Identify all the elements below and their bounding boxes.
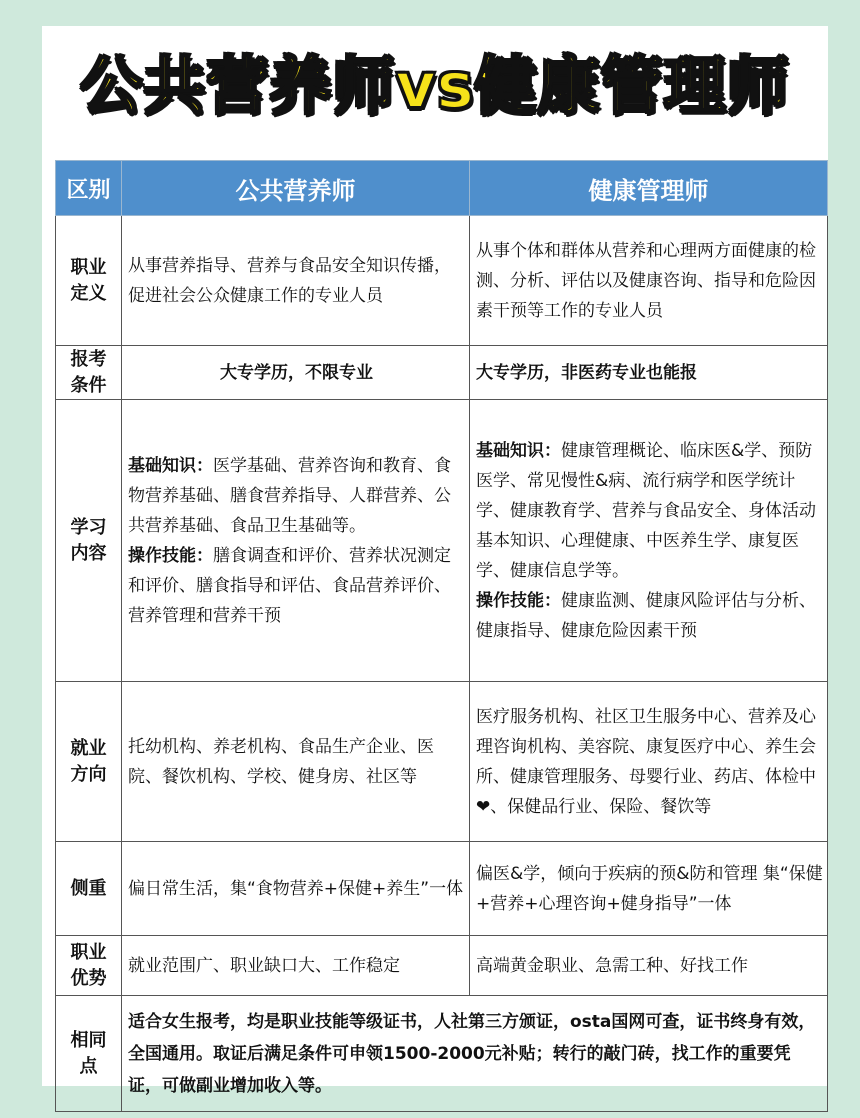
label-line: 职业 (70, 256, 107, 278)
row-focus (56, 842, 828, 936)
advantage-health-manager: 高端黄金职业、急需工种、好找工作 (470, 936, 828, 996)
label-line: 相同 (70, 1029, 107, 1051)
row-label-definition (56, 216, 122, 346)
focus-nutritionist: 偏日常生活，集“食物营养+保健+养生”一体 (122, 842, 470, 936)
requirements-health-manager: 大专学历，非医药专业也能报 (470, 346, 828, 400)
skill-label: 操作技能： (476, 590, 561, 611)
advantage-nutritionist: 就业范围广、职业缺口大、工作稳定 (122, 936, 470, 996)
label-line: 就业 (70, 737, 107, 759)
employment-health-manager: 医疗服务机构、社区卫生服务中心、营养及心理咨询机构、美容院、康复医疗中心、养生会所、健康管理服务、母婴行业、药店、体检中❤、保健品行业、保险、餐饮等 (470, 682, 828, 842)
header-diff: 区别 (56, 161, 122, 216)
row-label-advantage (56, 936, 122, 996)
row-label-common (56, 996, 122, 1112)
label-line: 职业 (70, 941, 107, 963)
label-line: 定义 (70, 282, 107, 304)
header-health-manager: 健康管理师 (470, 161, 828, 216)
employment-nutritionist: 托幼机构、养老机构、食品生产企业、医院、餐饮机构、学校、健身房、社区等 (122, 682, 470, 842)
basic-knowledge-label: 基础知识： (128, 455, 213, 476)
skill-label: 操作技能： (128, 545, 213, 566)
row-requirements (56, 346, 828, 400)
row-common (56, 996, 828, 1112)
header-nutritionist: 公共营养师 (122, 161, 470, 216)
definition-health-manager: 从事个体和群体从营养和心理两方面健康的检测、分析、评估以及健康咨询、指导和危险因素干预等工作的专业人员 (470, 216, 828, 346)
basic-knowledge-text: 健康管理概论、临床医&学、预防医学、常见慢性&病、流行病学和医学统计学、健康教育学、营养与食品安全、身体活动基本知识、心理健康、中医养生学、康复医学、健康信息学等。 (476, 440, 816, 581)
label-line: 方向 (70, 763, 107, 785)
row-label-employment (56, 682, 122, 842)
focus-health-manager: 偏医&学，倾向于疾病的预&防和管理 集“保健+营养+心理咨询+健身指导”一体 (470, 842, 828, 936)
comparison-card (42, 26, 828, 1096)
label-line: 优势 (70, 967, 107, 989)
label-line: 条件 (70, 374, 107, 396)
label-line: 内容 (70, 542, 107, 564)
row-label-content (56, 400, 122, 682)
row-label-focus: 侧重 (56, 842, 122, 936)
requirements-nutritionist: 大专学历，不限专业 (122, 346, 470, 400)
label-line: 报考 (70, 348, 107, 370)
row-advantage (56, 936, 828, 996)
page-title: 公共营养师vs健康管理师 (80, 49, 790, 122)
row-employment (56, 682, 828, 842)
label-line: 学习 (70, 516, 107, 538)
label-line: 点 (79, 1055, 98, 1077)
common-text: 适合女生报考，均是职业技能等级证书，人社第三方颁证，osta国网可查，证书终身有效，全国通用。取证后满足条件可申领1500-2000元补贴；转行的敲门砖，找工作的重要凭证，可做副业增加收入等。 (122, 996, 828, 1112)
basic-knowledge-text: 医学基础、营养咨询和教育、食物营养基础、膳食营养指导、人群营养、公共营养基础、食品卫生基础等。 (128, 455, 451, 536)
comparison-table (55, 160, 828, 1112)
content-nutritionist (122, 400, 470, 682)
definition-nutritionist: 从事营养指导、营养与食品安全知识传播，促进社会公众健康工作的专业人员 (122, 216, 470, 346)
skill-text: 健康监测、健康风险评估与分析、健康指导、健康危险因素干预 (476, 590, 816, 641)
content-health-manager (470, 400, 828, 682)
row-label-requirements (56, 346, 122, 400)
basic-knowledge-label: 基础知识： (476, 440, 561, 461)
row-definition (56, 216, 828, 346)
table-header-row (56, 161, 828, 216)
skill-text: 膳食调查和评价、营养状况测定和评价、膳食指导和评估、食品营养评价、营养管理和营养干预 (128, 545, 451, 626)
row-content (56, 400, 828, 682)
